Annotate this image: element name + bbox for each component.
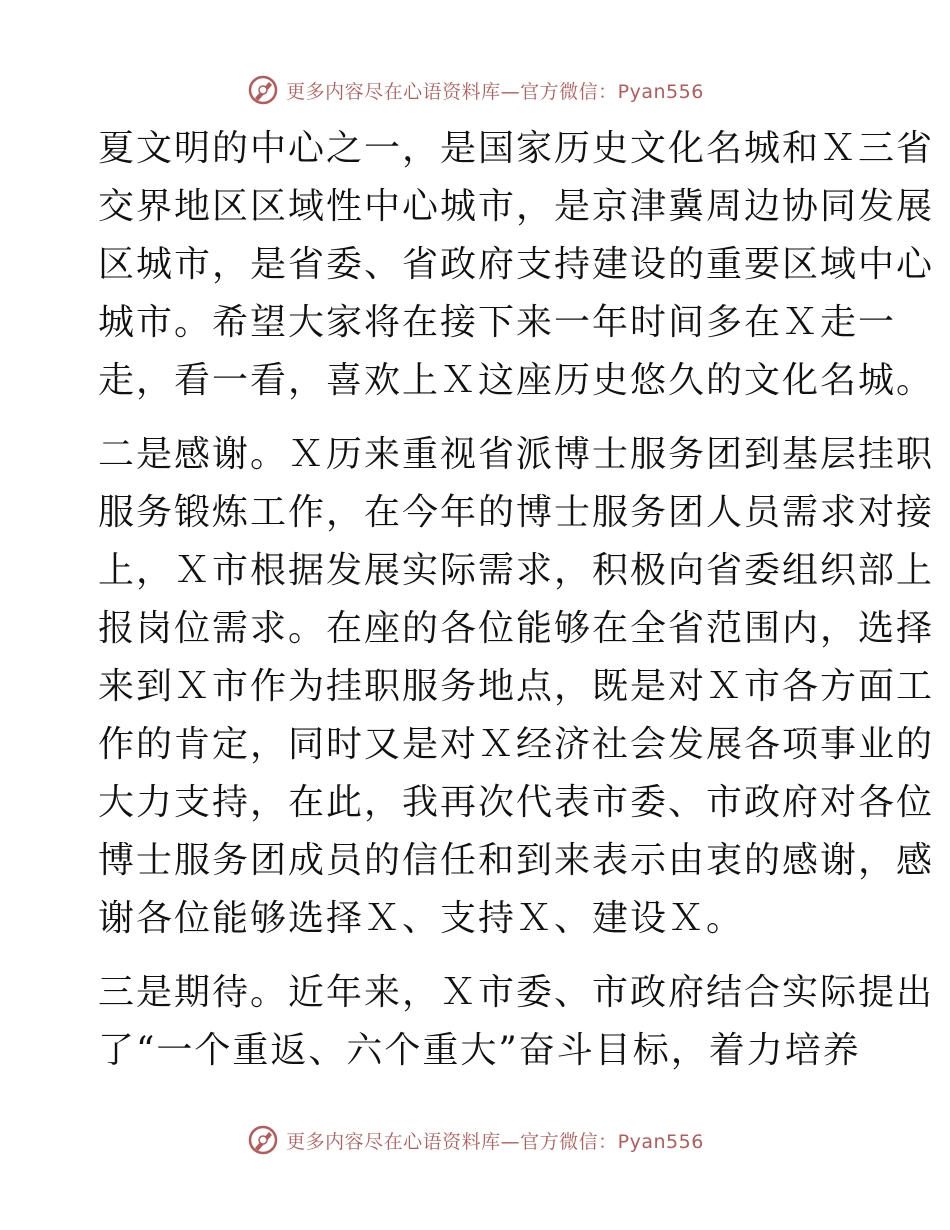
pen-logo-icon <box>246 73 280 107</box>
text-line: 作的肯定，同时又是对Ｘ经济社会发展各项事业的 <box>98 724 935 765</box>
pen-logo-icon <box>246 1123 280 1157</box>
text-line: 服务锻炼工作，在今年的博士服务团人员需求对接 <box>98 492 935 533</box>
paragraph-1 <box>98 120 935 410</box>
footer-banner <box>0 1120 950 1160</box>
text-line: 大力支持，在此，我再次代表市委、市政府对各位 <box>98 782 935 823</box>
text-line: 夏文明的中心之一，是国家历史文化名城和Ｘ三省 <box>98 128 935 169</box>
text-line: 交界地区区域性中心城市，是京津冀周边协同发展 <box>98 186 935 227</box>
text-line: 博士服务团成员的信任和到来表示由衷的感谢，感 <box>98 840 935 881</box>
text-line: 城市。希望大家将在接下来一年时间多在Ｘ走一 <box>98 302 897 343</box>
paragraph-3 <box>98 964 935 1080</box>
text-line: 上，Ｘ市根据发展实际需求，积极向省委组织部上 <box>98 550 935 591</box>
document-body <box>98 120 935 1080</box>
text-line: 了“一个重返、六个重大”奋斗目标，着力培养 <box>98 1030 861 1071</box>
paragraph-2 <box>98 426 935 948</box>
header-banner <box>0 70 950 110</box>
text-line: 区城市，是省委、省政府支持建设的重要区域中心 <box>98 244 935 285</box>
text-line: 三是期待。近年来，Ｘ市委、市政府结合实际提出 <box>98 972 935 1013</box>
text-line: 走，看一看，喜欢上Ｘ这座历史悠久的文化名城。 <box>98 360 935 401</box>
text-line: 报岗位需求。在座的各位能够在全省范围内，选择 <box>98 608 935 649</box>
footer-banner-text: 更多内容尽在心语资料库—官方微信：Pyan556 <box>286 1130 704 1153</box>
header-banner-text: 更多内容尽在心语资料库—官方微信：Pyan556 <box>286 80 704 103</box>
text-line: 谢各位能够选择Ｘ、支持Ｘ、建设Ｘ。 <box>98 898 745 939</box>
text-line: 二是感谢。Ｘ历来重视省派博士服务团到基层挂职 <box>98 434 935 475</box>
text-line: 来到Ｘ市作为挂职服务地点，既是对Ｘ市各方面工 <box>98 666 935 707</box>
